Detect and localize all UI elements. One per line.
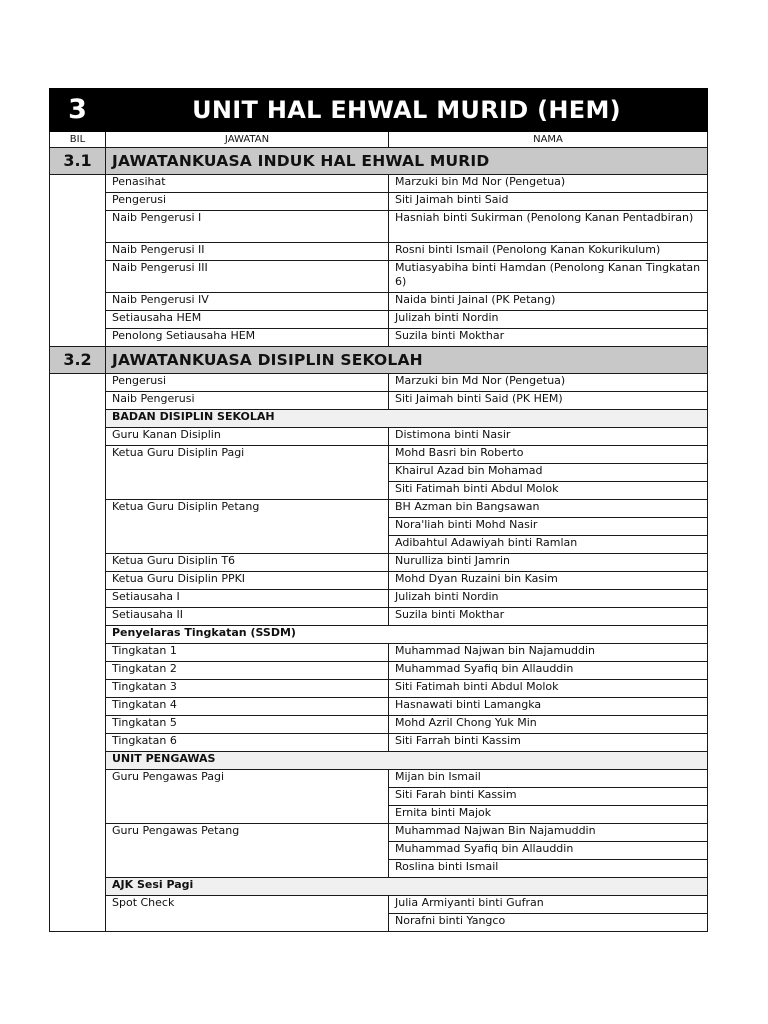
jawatan-cell: Tingkatan 5 [106,716,389,734]
table-row [50,261,708,293]
table-row [50,311,708,329]
table-row [50,572,708,590]
nama-cell: Siti Jaimah binti Said (PK HEM) [389,392,708,410]
nama-cell: Distimona binti Nasir [389,428,708,446]
table-row [50,500,708,518]
nama-cell: Mohd Azril Chong Yuk Min [389,716,708,734]
section-number: 3.1 [50,148,106,175]
nama-cell: Muhammad Najwan Bin Najamuddin [389,824,708,842]
table-row [50,770,708,788]
jawatan-cell: Setiausaha HEM [106,311,389,329]
nama-cell: Julizah binti Nordin [389,590,708,608]
jawatan-cell: Tingkatan 1 [106,644,389,662]
nama-cell: Julizah binti Nordin [389,311,708,329]
table-row [50,392,708,410]
column-header-row [50,132,708,148]
jawatan-cell: Guru Pengawas Pagi [106,770,389,824]
table-row [50,608,708,626]
jawatan-cell: Naib Pengerusi IV [106,293,389,311]
table-row [50,293,708,311]
hem-committee-table [49,88,708,932]
nama-cell: Marzuki bin Md Nor (Pengetua) [389,374,708,392]
section-header-3-2 [50,347,708,374]
col-nama: NAMA [389,132,708,148]
jawatan-cell: Tingkatan 6 [106,734,389,752]
section-header-3-1 [50,148,708,175]
jawatan-cell: Tingkatan 2 [106,662,389,680]
nama-cell: Mohd Basri bin Roberto [389,446,708,464]
jawatan-cell: Guru Pengawas Petang [106,824,389,878]
nama-cell: Rosni binti Ismail (Penolong Kanan Kokurikulum) [389,243,708,261]
nama-cell: Naida binti Jainal (PK Petang) [389,293,708,311]
table-row [50,716,708,734]
table-row [50,662,708,680]
table-row [50,243,708,261]
nama-cell: Hasniah binti Sukirman (Penolong Kanan Pentadbiran) [389,211,708,243]
subsection-row [50,626,708,644]
table-row [50,446,708,464]
table-row [50,211,708,243]
jawatan-cell: Penolong Setiausaha HEM [106,329,389,347]
table-row [50,896,708,914]
table-row [50,374,708,392]
jawatan-cell: Ketua Guru Disiplin PPKI [106,572,389,590]
bil-cell [50,374,106,932]
table-row [50,193,708,211]
nama-cell: Siti Jaimah binti Said [389,193,708,211]
unit-number: 3 [50,89,106,132]
unit-header-row [50,89,708,132]
nama-cell: Suzila binti Mokthar [389,329,708,347]
jawatan-cell: Setiausaha II [106,608,389,626]
nama-cell: Marzuki bin Md Nor (Pengetua) [389,175,708,193]
subsection-label: UNIT PENGAWAS [106,752,708,770]
nama-cell: Mutiasyabiha binti Hamdan (Penolong Kanan Tingkatan 6) [389,261,708,293]
col-jawatan: JAWATAN [106,132,389,148]
subsection-label: Penyelaras Tingkatan (SSDM) [106,626,708,644]
table-row [50,428,708,446]
nama-cell: Roslina binti Ismail [389,860,708,878]
table-row [50,329,708,347]
bil-cell [50,175,106,347]
table-row [50,644,708,662]
nama-cell: Mijan bin Ismail [389,770,708,788]
table-row [50,554,708,572]
section-number: 3.2 [50,347,106,374]
jawatan-cell: Naib Pengerusi III [106,261,389,293]
jawatan-cell: Tingkatan 4 [106,698,389,716]
nama-cell: Khairul Azad bin Mohamad [389,464,708,482]
col-bil: BIL [50,132,106,148]
table-row [50,680,708,698]
nama-cell: Suzila binti Mokthar [389,608,708,626]
table-row [50,824,708,842]
nama-cell: Norafni binti Yangco [389,914,708,932]
subsection-label: AJK Sesi Pagi [106,878,708,896]
jawatan-cell: Ketua Guru Disiplin Pagi [106,446,389,500]
jawatan-cell: Naib Pengerusi II [106,243,389,261]
unit-title: UNIT HAL EHWAL MURID (HEM) [106,89,708,132]
jawatan-cell: Setiausaha I [106,590,389,608]
nama-cell: Ernita binti Majok [389,806,708,824]
nama-cell: Hasnawati binti Lamangka [389,698,708,716]
jawatan-cell: Ketua Guru Disiplin T6 [106,554,389,572]
nama-cell: Siti Farah binti Kassim [389,788,708,806]
section-title: JAWATANKUASA DISIPLIN SEKOLAH [106,347,708,374]
jawatan-cell: Pengerusi [106,374,389,392]
nama-cell: Julia Armiyanti binti Gufran [389,896,708,914]
nama-cell: Muhammad Syafiq bin Allauddin [389,842,708,860]
nama-cell: BH Azman bin Bangsawan [389,500,708,518]
table-row [50,590,708,608]
nama-cell: Mohd Dyan Ruzaini bin Kasim [389,572,708,590]
jawatan-cell: Penasihat [106,175,389,193]
section-title: JAWATANKUASA INDUK HAL EHWAL MURID [106,148,708,175]
jawatan-cell: Guru Kanan Disiplin [106,428,389,446]
nama-cell: Siti Farrah binti Kassim [389,734,708,752]
jawatan-cell: Tingkatan 3 [106,680,389,698]
nama-cell: Siti Fatimah binti Abdul Molok [389,680,708,698]
jawatan-cell: Naib Pengerusi [106,392,389,410]
table-row [50,698,708,716]
jawatan-cell: Naib Pengerusi I [106,211,389,243]
jawatan-cell: Pengerusi [106,193,389,211]
jawatan-cell: Spot Check [106,896,389,932]
nama-cell: Adibahtul Adawiyah binti Ramlan [389,536,708,554]
nama-cell: Muhammad Najwan bin Najamuddin [389,644,708,662]
subsection-row [50,878,708,896]
nama-cell: Siti Fatimah binti Abdul Molok [389,482,708,500]
nama-cell: Nurulliza binti Jamrin [389,554,708,572]
table-row [50,734,708,752]
subsection-row [50,410,708,428]
nama-cell: Muhammad Syafiq bin Allauddin [389,662,708,680]
subsection-label: BADAN DISIPLIN SEKOLAH [106,410,708,428]
jawatan-cell: Ketua Guru Disiplin Petang [106,500,389,554]
subsection-row [50,752,708,770]
table-row [50,175,708,193]
nama-cell: Nora'liah binti Mohd Nasir [389,518,708,536]
